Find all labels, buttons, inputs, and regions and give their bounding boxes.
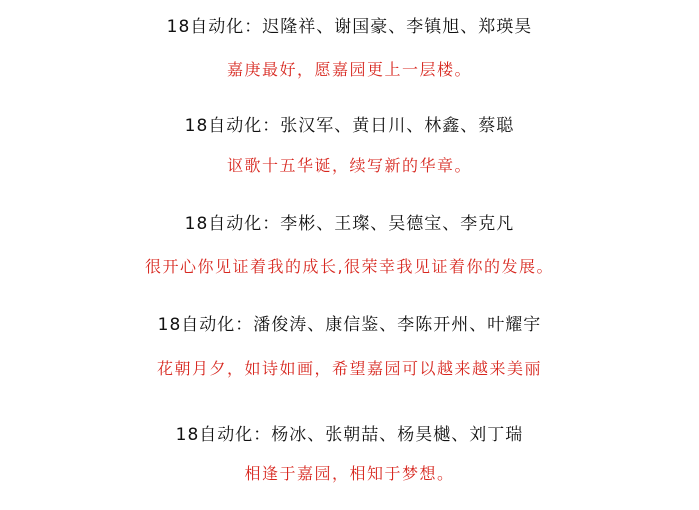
entry-wish: 花朝月夕，如诗如画，希望嘉园可以越来越来美丽 — [156, 359, 542, 378]
entry-wish: 很开心你见证着我的成长,很荣幸我见证着你的发展。 — [144, 257, 555, 276]
entry-wish: 嘉庚最好，愿嘉园更上一层楼。 — [226, 60, 472, 79]
entry-names: 18自动化：李彬、王璨、吴德宝、李克凡 — [184, 214, 515, 234]
entry-names: 18自动化：迟隆祥、谢国豪、李镇旭、郑瑛昊 — [166, 17, 533, 37]
entry-names: 18自动化：潘俊涛、康信鉴、李陈开州、叶耀宇 — [157, 315, 542, 335]
entry-names: 18自动化：杨冰、张朝喆、杨昊樾、刘丁瑞 — [175, 425, 524, 445]
entry-names: 18自动化：张汉军、黄日川、林鑫、蔡聪 — [184, 116, 515, 136]
entry-wish: 讴歌十五华诞，续写新的华章。 — [226, 156, 472, 175]
entry-wish: 相逢于嘉园，相知于梦想。 — [244, 464, 455, 483]
